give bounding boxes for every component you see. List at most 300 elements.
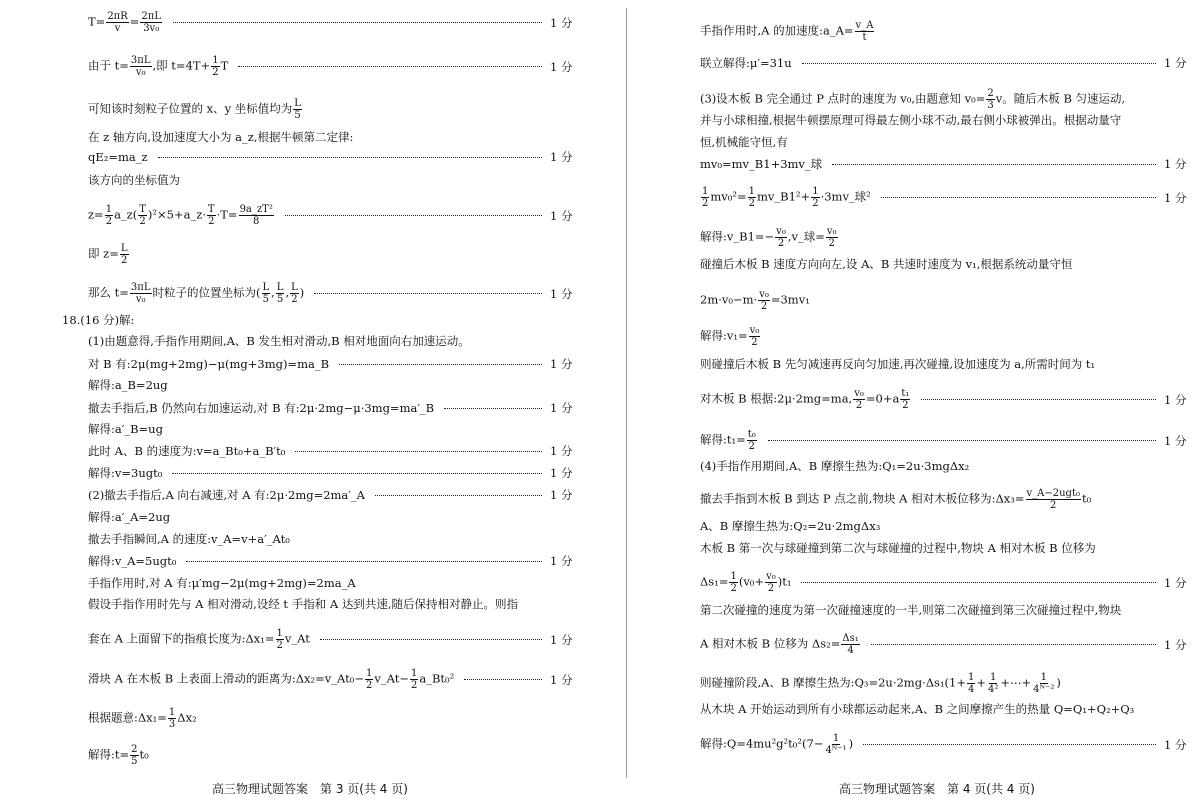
answer-line xyxy=(88,668,576,691)
answer-text xyxy=(700,88,1125,111)
fraction xyxy=(900,388,910,411)
text-run: (3)设木板 B 完全通过 P 点时的速度为 v₀,由题意知 v₀= xyxy=(700,91,986,106)
fraction-denominator: 2 xyxy=(902,400,909,411)
fraction-denominator: 2 xyxy=(828,238,835,249)
answer-line xyxy=(88,173,576,187)
answer-text xyxy=(88,243,130,266)
answer-text xyxy=(88,466,162,480)
answer-line xyxy=(700,186,1190,209)
score-label: 1 分 xyxy=(550,15,573,30)
answer-text xyxy=(700,733,853,756)
text-run: z= xyxy=(88,207,104,222)
answer-text xyxy=(700,186,871,209)
fraction-numerator: v₀ xyxy=(759,289,769,300)
fraction-numerator: 2 xyxy=(987,88,994,99)
text-run: 则碰撞后木板 B 先匀减速再反向匀加速,再次碰撞,设加速度为 a,所需时间为 t₁ xyxy=(700,357,1096,371)
text-run: 从木块 A 开始运动到所有小球都运动起来,A、B 之间摩擦产生的热量 Q=Q₁+Q₂+Q₃ xyxy=(700,702,1135,716)
fraction-denominator: 2 xyxy=(411,680,418,691)
answer-line xyxy=(700,733,1190,756)
answer-line xyxy=(88,204,576,227)
text-run: 撤去手指后,B 仍然向右加速运动,对 B 有:2μ·2mg−μ·3mg=ma′_B xyxy=(88,401,435,415)
answer-text xyxy=(88,334,470,348)
text-run: )²×5+a_z· xyxy=(147,207,206,222)
answer-text xyxy=(700,157,822,171)
text-run: t₀ xyxy=(1081,491,1092,506)
fraction xyxy=(365,668,373,691)
fraction-numerator: L xyxy=(291,282,298,293)
text-run: 套在 A 上面留下的指痕长度为:Δx₁= xyxy=(88,631,275,646)
text-run: 即 z= xyxy=(88,246,119,261)
fraction xyxy=(276,628,284,651)
answer-text xyxy=(700,135,788,149)
fraction-denominator: 2 xyxy=(748,198,756,209)
answer-line xyxy=(88,554,576,568)
score-label: 1 分 xyxy=(550,444,573,458)
fraction-numerator: 3πL xyxy=(130,55,151,66)
answer-line xyxy=(700,702,1190,716)
text-run: a_Bt₀² xyxy=(419,671,455,686)
answer-text xyxy=(88,554,176,568)
answer-line xyxy=(88,422,576,436)
answer-text xyxy=(700,257,1072,271)
text-run: 对 B 有:2μ(mg+2mg)−μ(mg+3mg)=ma_B xyxy=(88,357,330,371)
fraction-denominator: 3 xyxy=(168,719,176,730)
answer-text xyxy=(700,488,1091,511)
answer-text xyxy=(700,459,969,473)
fraction-numerator: 1 xyxy=(105,204,113,215)
answer-text xyxy=(88,628,310,651)
fraction-numerator: 2 xyxy=(131,744,138,755)
answer-text xyxy=(88,401,434,415)
answer-line xyxy=(700,113,1190,127)
fraction xyxy=(748,186,756,209)
score-label: 1 分 xyxy=(550,150,573,164)
score-label: 1 分 xyxy=(550,208,573,223)
fraction-numerator: 3πL xyxy=(130,282,151,293)
fraction-denominator: 2 xyxy=(276,640,283,651)
dot-leader xyxy=(339,364,542,365)
answer-text xyxy=(700,429,758,452)
answer-line xyxy=(88,150,576,164)
fraction-denominator: 2 xyxy=(812,198,819,209)
fraction xyxy=(749,325,761,348)
dot-leader xyxy=(320,639,542,640)
text-run: A 相对木板 B 位移为 Δs₂= xyxy=(700,636,841,651)
text-run: mv_B1²+ xyxy=(757,189,811,204)
answer-line xyxy=(700,157,1190,171)
text-run: 滑块 A 在木板 B 上表面上滑动的距离为:Δx₂=v_At₀− xyxy=(88,671,365,686)
score-label: 1 分 xyxy=(1164,637,1187,652)
fraction-denominator: 8 xyxy=(253,216,260,227)
text-run: 解得:v₁= xyxy=(700,328,748,343)
score-label: 1 分 xyxy=(550,357,573,371)
answer-text xyxy=(700,519,880,533)
fraction xyxy=(826,226,838,249)
text-run: 则碰撞阶段,A、B 摩擦生热为:Q₃=2u·2mg·Δs₁(1+ xyxy=(700,675,966,690)
answer-text xyxy=(62,313,134,327)
answer-text xyxy=(88,488,365,502)
text-run: 手指作用时,对 A 有:μ′mg−2μ(mg+2mg)=2ma_A xyxy=(88,576,356,590)
fraction-numerator: 1 xyxy=(276,628,283,639)
fraction xyxy=(855,20,875,43)
answer-text xyxy=(700,633,861,656)
fraction-numerator: v₀ xyxy=(749,325,760,336)
text-run: 恒,机械能守恒,有 xyxy=(700,135,788,149)
fraction-denominator: 2 xyxy=(855,400,863,411)
fraction xyxy=(701,186,709,209)
text-run: ,v_球= xyxy=(787,229,825,244)
fraction xyxy=(1026,488,1081,511)
answer-line xyxy=(88,282,576,305)
fraction-numerator: v_A xyxy=(855,20,874,31)
text-run: qE₂=ma_z xyxy=(88,150,148,164)
text-run: mv₀²= xyxy=(710,189,747,204)
fraction-denominator: 2 xyxy=(751,337,758,348)
answer-line xyxy=(700,135,1190,149)
fraction xyxy=(293,98,302,121)
text-run: 第二次碰撞的速度为第一次碰撞速度的一半,则第二次碰撞到第三次碰撞过程中,物块 xyxy=(700,603,1122,617)
dot-leader xyxy=(375,495,542,496)
text-run: 在 z 轴方向,设加速度大小为 a_z,根据牛顿第二定律: xyxy=(88,130,354,144)
answer-text xyxy=(88,357,329,371)
fraction xyxy=(276,282,285,305)
text-run: v_At xyxy=(284,631,310,646)
answer-line xyxy=(88,597,576,611)
answer-text xyxy=(88,98,303,121)
fraction-numerator: t₁ xyxy=(901,388,910,399)
fraction-numerator: 2πR xyxy=(107,11,128,22)
fraction xyxy=(106,11,128,34)
answer-text xyxy=(700,325,761,348)
answer-page-4 xyxy=(626,0,1200,806)
text-run: +⋯+ xyxy=(1000,675,1032,690)
fraction-denominator: 4ᴺ⁻² xyxy=(1033,684,1055,695)
answer-line xyxy=(88,488,576,502)
text-run: (v₀+ xyxy=(738,574,765,589)
text-run: mv₀=mv_B1+3mv_球 xyxy=(700,157,823,171)
fraction xyxy=(811,186,819,209)
score-label: 1 分 xyxy=(550,632,573,647)
text-run: ) xyxy=(1056,675,1061,690)
fraction-denominator: 5 xyxy=(262,294,269,305)
text-run: A、B 摩擦生热为:Q₂=2u·2mgΔx₃ xyxy=(700,519,881,533)
fraction-numerator: T xyxy=(207,204,215,215)
answer-line xyxy=(700,488,1190,511)
dot-leader xyxy=(285,215,542,216)
answer-line xyxy=(700,633,1190,656)
answer-line xyxy=(88,98,576,121)
answer-line xyxy=(700,20,1190,43)
text-run: (4)手指作用期间,A、B 摩擦生热为:Q₁=2u·3mgΔx₂ xyxy=(700,459,970,473)
answer-line xyxy=(700,257,1190,271)
fraction-denominator: 2 xyxy=(730,583,737,594)
answer-line xyxy=(700,357,1190,371)
fraction-denominator: v₀ xyxy=(135,67,146,78)
answer-line xyxy=(88,243,576,266)
fraction-denominator: v xyxy=(114,23,121,34)
answer-line xyxy=(700,429,1190,452)
answer-text xyxy=(700,603,1121,617)
fraction-denominator: 2 xyxy=(212,67,219,78)
text-run: 该方向的坐标值为 xyxy=(88,173,180,187)
fraction-denominator: 4 xyxy=(847,645,854,656)
fraction-numerator: Δs₁ xyxy=(842,633,859,644)
fraction-numerator: 1 xyxy=(168,707,176,718)
score-label: 1 分 xyxy=(550,466,573,480)
fraction-denominator: t xyxy=(862,32,867,43)
fraction-denominator: 2 xyxy=(120,255,128,266)
fraction xyxy=(130,744,138,767)
answer-line xyxy=(88,744,576,767)
fraction-numerator: L xyxy=(294,98,301,109)
text-run: 假设手指作用时先与 A 相对滑动,设经 t 手指和 A 达到共速,随后保持相对静止。则指 xyxy=(88,597,518,611)
answer-line xyxy=(700,388,1190,411)
fraction xyxy=(105,204,113,227)
footer-page-3: 高三物理试题答案 第 3 页(共 4 页) xyxy=(212,782,408,796)
score-label: 1 分 xyxy=(1164,190,1187,205)
text-run: 解得:v=3ugt₀ xyxy=(88,466,163,480)
dot-leader xyxy=(295,451,542,452)
fraction-denominator: 4² xyxy=(988,684,999,695)
fraction-denominator: 5 xyxy=(131,756,138,767)
fraction xyxy=(747,429,757,452)
answer-line xyxy=(700,519,1190,533)
text-run: =0+a xyxy=(865,391,900,406)
answer-text xyxy=(88,422,163,436)
fraction-numerator: v₀ xyxy=(776,226,786,237)
text-run: 解得:a′_A=2ug xyxy=(88,510,171,524)
fraction-denominator: 5 xyxy=(294,110,301,121)
answer-line xyxy=(700,603,1190,617)
fraction-numerator: 1 xyxy=(212,55,219,66)
text-run: 由于 t= xyxy=(88,58,129,73)
text-run: , xyxy=(271,285,275,300)
answer-text xyxy=(88,510,170,524)
score-label: 1 分 xyxy=(550,488,573,502)
answer-line xyxy=(700,56,1190,70)
score-label: 1 分 xyxy=(1164,433,1187,448)
fraction xyxy=(729,571,737,594)
fraction-denominator: 5 xyxy=(276,294,284,305)
dot-leader xyxy=(238,66,542,67)
answer-line xyxy=(700,541,1190,555)
text-run: ) xyxy=(848,736,854,751)
dot-leader xyxy=(444,408,542,409)
score-label: 1 分 xyxy=(550,672,573,687)
fraction-denominator: 2 xyxy=(291,294,298,305)
fraction xyxy=(120,243,129,266)
fraction xyxy=(410,668,418,691)
fraction-denominator: 2 xyxy=(1050,500,1057,511)
answer-text xyxy=(88,707,197,730)
dot-leader xyxy=(172,473,542,474)
answer-text xyxy=(700,571,791,594)
fraction-denominator: 2 xyxy=(208,216,215,227)
text-run: v_At− xyxy=(374,671,409,686)
answer-text xyxy=(700,56,792,70)
text-run: a_z( xyxy=(114,207,138,222)
fraction-numerator: t₀ xyxy=(747,429,756,440)
answer-line xyxy=(88,628,576,651)
fraction-numerator: v₀ xyxy=(826,226,837,237)
answer-line xyxy=(88,707,576,730)
fraction-denominator: 2 xyxy=(748,441,755,452)
text-run: 手指作用时,A 的加速度:a_A= xyxy=(700,23,854,38)
answer-line xyxy=(88,444,576,458)
fraction xyxy=(130,55,152,78)
text-run: Δs₁= xyxy=(700,574,729,589)
fraction-numerator: 1 xyxy=(990,672,997,683)
dot-leader xyxy=(802,63,1156,64)
fraction-numerator: 1 xyxy=(832,733,840,744)
dot-leader xyxy=(921,399,1156,400)
fraction xyxy=(290,282,299,305)
fraction-numerator: 1 xyxy=(702,186,709,197)
fraction xyxy=(775,226,787,249)
answer-text xyxy=(700,702,1134,716)
fraction xyxy=(824,733,847,756)
text-run: T xyxy=(220,58,229,73)
text-run: = xyxy=(129,14,140,29)
answer-line xyxy=(700,226,1190,249)
answer-text xyxy=(700,20,875,43)
score-label: 1 分 xyxy=(550,59,573,74)
text-run: 解得:v_A=5ugt₀ xyxy=(88,554,177,568)
answer-line xyxy=(88,55,576,78)
text-run: (1)由题意得,手指作用期间,A、B 发生相对滑动,B 相对地面向右加速运动。 xyxy=(88,334,470,348)
fraction-numerator: v₀ xyxy=(854,388,864,399)
answer-line xyxy=(700,672,1190,695)
text-run: t₀ xyxy=(139,747,149,762)
fraction-numerator: 1 xyxy=(748,186,756,197)
text-run: 解得:Q=4mu²g²t₀²(7− xyxy=(700,736,824,751)
answer-text xyxy=(700,113,1121,127)
fraction xyxy=(130,282,152,305)
fraction-numerator: v₀ xyxy=(766,571,776,582)
text-run: Δx₂ xyxy=(177,710,197,725)
text-run: 解得:t= xyxy=(88,747,130,762)
text-run: 18.(16 分)解: xyxy=(62,313,135,327)
answer-line xyxy=(88,466,576,480)
text-run: 对木板 B 根据:2μ·2mg=ma, xyxy=(700,391,853,406)
answer-line xyxy=(88,130,576,144)
score-label: 1 分 xyxy=(1164,56,1187,70)
answer-line xyxy=(700,571,1190,594)
text-run: 联立解得:μ′=31u xyxy=(700,56,792,70)
text-run: 2m·v₀−m· xyxy=(700,292,758,307)
answer-text xyxy=(88,744,149,767)
answer-line xyxy=(88,401,576,415)
fraction xyxy=(758,289,770,312)
fraction xyxy=(765,571,777,594)
answer-text xyxy=(700,541,1096,555)
fraction xyxy=(853,388,865,411)
text-run: 解得:v_B1=− xyxy=(700,229,775,244)
fraction-denominator: 2 xyxy=(139,216,146,227)
answer-text xyxy=(88,282,304,305)
text-run: + xyxy=(976,675,987,690)
score-label: 1 分 xyxy=(1164,575,1187,590)
text-run: 时粒子的位置坐标为( xyxy=(152,285,261,300)
fraction-numerator: 1 xyxy=(366,668,373,679)
text-run: ) xyxy=(299,285,305,300)
fraction-denominator: 2 xyxy=(760,301,768,312)
text-run: 根据题意:Δx₁= xyxy=(88,710,167,725)
answer-line xyxy=(88,378,576,392)
fraction-denominator: 2 xyxy=(366,680,373,691)
score-label: 1 分 xyxy=(1164,392,1187,407)
fraction-numerator: 1 xyxy=(411,668,418,679)
score-label: 1 分 xyxy=(1164,737,1187,752)
fraction-denominator: 2 xyxy=(767,583,775,594)
answer-text xyxy=(700,289,810,312)
fraction-numerator: L xyxy=(276,282,284,293)
answer-text xyxy=(88,576,356,590)
fraction-denominator: v₀ xyxy=(135,294,146,305)
text-run: 那么 t= xyxy=(88,285,129,300)
answer-text xyxy=(88,668,454,691)
text-run: 解得:a′_B=ug xyxy=(88,422,163,436)
text-run: T= xyxy=(88,14,106,29)
answer-line xyxy=(700,325,1190,348)
score-label: 1 分 xyxy=(550,286,573,301)
answer-line xyxy=(700,88,1190,111)
fraction-denominator: 3 xyxy=(987,100,994,111)
fraction-numerator: 1 xyxy=(730,571,737,582)
score-label: 1 分 xyxy=(550,401,573,415)
fraction-numerator: 1 xyxy=(968,672,975,683)
fraction xyxy=(987,672,999,695)
text-run: 此时 A、B 的速度为:v=a_Bt₀+a_B′t₀ xyxy=(88,444,286,458)
fraction-denominator: 4ᴺ⁻¹ xyxy=(825,745,847,756)
fraction-numerator: v_A−2ugt₀ xyxy=(1026,488,1080,499)
dot-leader xyxy=(832,164,1156,165)
answer-text xyxy=(88,150,148,164)
answer-text xyxy=(88,204,275,227)
answer-text xyxy=(88,378,168,392)
text-run: =3mv₁ xyxy=(770,292,810,307)
dot-leader xyxy=(158,157,542,158)
fraction-numerator: 9a_zT² xyxy=(239,204,273,215)
fraction-numerator: T xyxy=(139,204,146,215)
answer-text xyxy=(700,226,839,249)
text-run: 碰撞后木板 B 速度方向向左,设 A、B 共速时速度为 v₁,根据系统动量守恒 xyxy=(700,257,1073,271)
fraction xyxy=(1032,672,1055,695)
text-run: ·T= xyxy=(216,207,238,222)
answer-text xyxy=(700,388,911,411)
fraction-numerator: 1 xyxy=(1040,672,1047,683)
score-label: 1 分 xyxy=(550,554,573,568)
answer-line xyxy=(62,313,576,327)
dot-leader xyxy=(768,440,1156,441)
text-run: 可知该时刻粒子位置的 x、y 坐标值均为 xyxy=(88,101,293,116)
fraction xyxy=(986,88,994,111)
fraction xyxy=(841,633,859,656)
answer-line xyxy=(88,357,576,371)
dot-leader xyxy=(464,679,542,680)
answer-text xyxy=(88,532,290,546)
dot-leader xyxy=(173,22,542,23)
answer-line xyxy=(88,576,576,590)
text-run: ,即 t=4T+ xyxy=(152,58,211,73)
answer-text xyxy=(88,130,353,144)
fraction xyxy=(211,55,219,78)
answer-text xyxy=(88,55,228,78)
answer-line xyxy=(88,532,576,546)
dot-leader xyxy=(881,197,1156,198)
text-run: , xyxy=(285,285,290,300)
text-run: 并与小球相撞,根据牛顿摆原理可得最左侧小球不动,最右侧小球被弹出。根据动量守 xyxy=(700,113,1122,127)
